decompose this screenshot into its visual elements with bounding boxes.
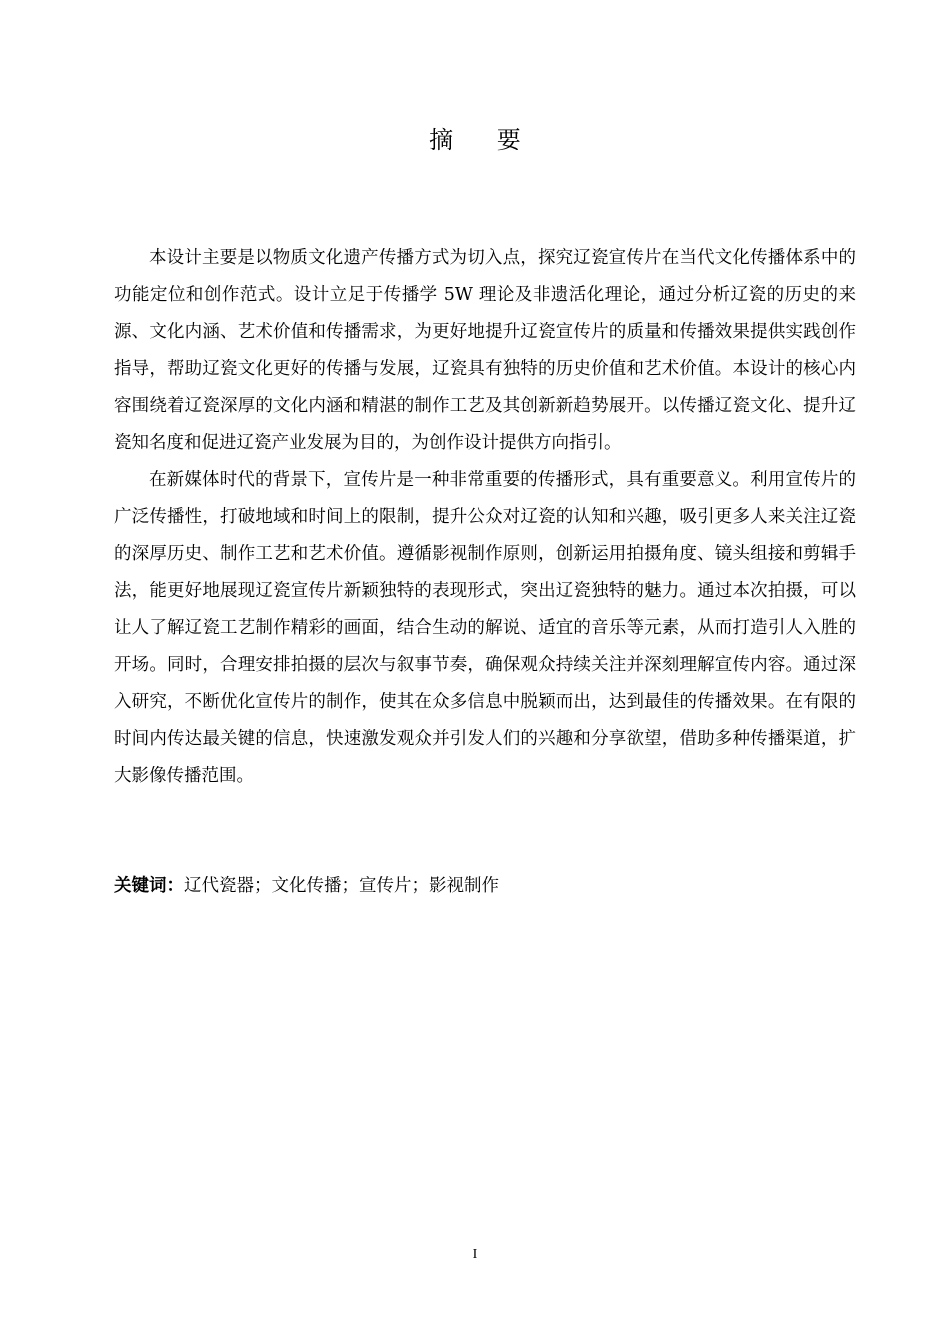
- keywords-label: 关键词：: [114, 876, 184, 896]
- keywords-value: 辽代瓷器；文化传播；宣传片；影视制作: [184, 876, 499, 896]
- page-number: I: [472, 1247, 478, 1262]
- abstract-paragraph-2: 在新媒体时代的背景下，宣传片是一种非常重要的传播形式，具有重要意义。利用宣传片的广泛传播性，打破地域和时间上的限制，提升公众对辽瓷的认知和兴趣，吸引更多人来关注辽瓷的深厚历史、制作工艺和艺术价值。遵循影视制作原则，创新运用拍摄角度、镜头组接和剪辑手法，能更好地展现辽瓷宣传片新颖独特的表现形式，突出辽瓷独特的魅力。通过本次拍摄，可以让人了解辽瓷工艺制作精彩的画面，结合生动的解说、适宜的音乐等元素，从而打造引人入胜的开场。同时，合理安排拍摄的层次与叙事节奏，确保观众持续关注并深刻理解宣传内容。通过深入研究，不断优化宣传片的制作，使其在众多信息中脱颖而出，达到最佳的传播效果。在有限的时间内传达最关键的信息，快速激发观众并引发人们的兴趣和分享欲望，借助多种传播渠道，扩大影像传播范围。: [114, 470, 856, 786]
- page-title: 摘 要: [429, 126, 539, 154]
- abstract-body: [114, 240, 856, 795]
- abstract-paragraph-1: 本设计主要是以物质文化遗产传播方式为切入点，探究辽瓷宣传片在当代文化传播体系中的功能定位和创作范式。设计立足于传播学 5W 理论及非遗活化理论，通过分析辽瓷的历史的来源、文化内涵、艺术价值和传播需求，为更好地提升辽瓷宣传片的质量和传播效果提供实践创作指导，帮助辽瓷文化更好的传播与发展，辽瓷具有独特的历史价值和艺术价值。本设计的核心内容围绕着辽瓷深厚的文化内涵和精湛的制作工艺及其创新新趋势展开。以传播辽瓷文化、提升辽瓷知名度和促进辽瓷产业发展为目的，为创作设计提供方向指引。: [114, 248, 856, 453]
- keywords-line: [114, 870, 856, 902]
